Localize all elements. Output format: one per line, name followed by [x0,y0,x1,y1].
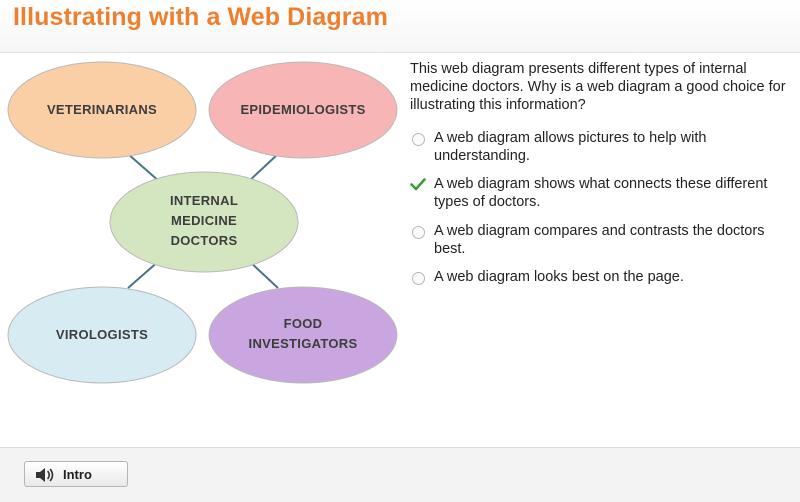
checkmark-icon [410,177,424,191]
speaker-icon [35,467,55,483]
intro-button-label: Intro [63,467,92,482]
web-diagram [0,52,400,392]
intro-button[interactable] [24,461,128,487]
node-label-epidemiologists: EPIDEMIOLOGISTS [240,102,366,117]
node-label-center: INTERNAL MEDICINE DOCTORS [169,193,239,248]
radio-button[interactable] [410,131,424,145]
radio-button[interactable] [410,224,424,238]
connector-veterinarians [128,154,160,182]
answer-option-3[interactable] [410,222,795,258]
page-title: Illustrating with a Web Diagram [13,3,388,31]
answer-option-text: A web diagram looks best on the page. [434,269,684,285]
radio-button[interactable] [410,270,424,284]
footer-bar [0,447,800,502]
answer-option-2[interactable] [410,175,795,211]
node-label-virologists: VIROLOGISTS [55,327,149,342]
answer-option-1[interactable] [410,129,795,165]
answer-option-text: A web diagram shows what connects these different types of doctors. [434,176,768,210]
connector-epidemiologists [248,154,278,182]
question-prompt: This web diagram presents different types of internal medicine doctors. Why is a web diagram a good choice for illustrating this information? [410,61,786,113]
node-label-food-investigators: FOOD INVESTIGATORS [248,316,358,351]
node-label-veterinarians: VETERINARIANS [46,102,158,117]
title-bar [0,0,800,53]
answer-option-text: A web diagram compares and contrasts the doctors best. [434,223,765,257]
answer-option-text: A web diagram allows pictures to help with understanding. [434,130,707,164]
answer-option-4[interactable] [410,268,795,286]
